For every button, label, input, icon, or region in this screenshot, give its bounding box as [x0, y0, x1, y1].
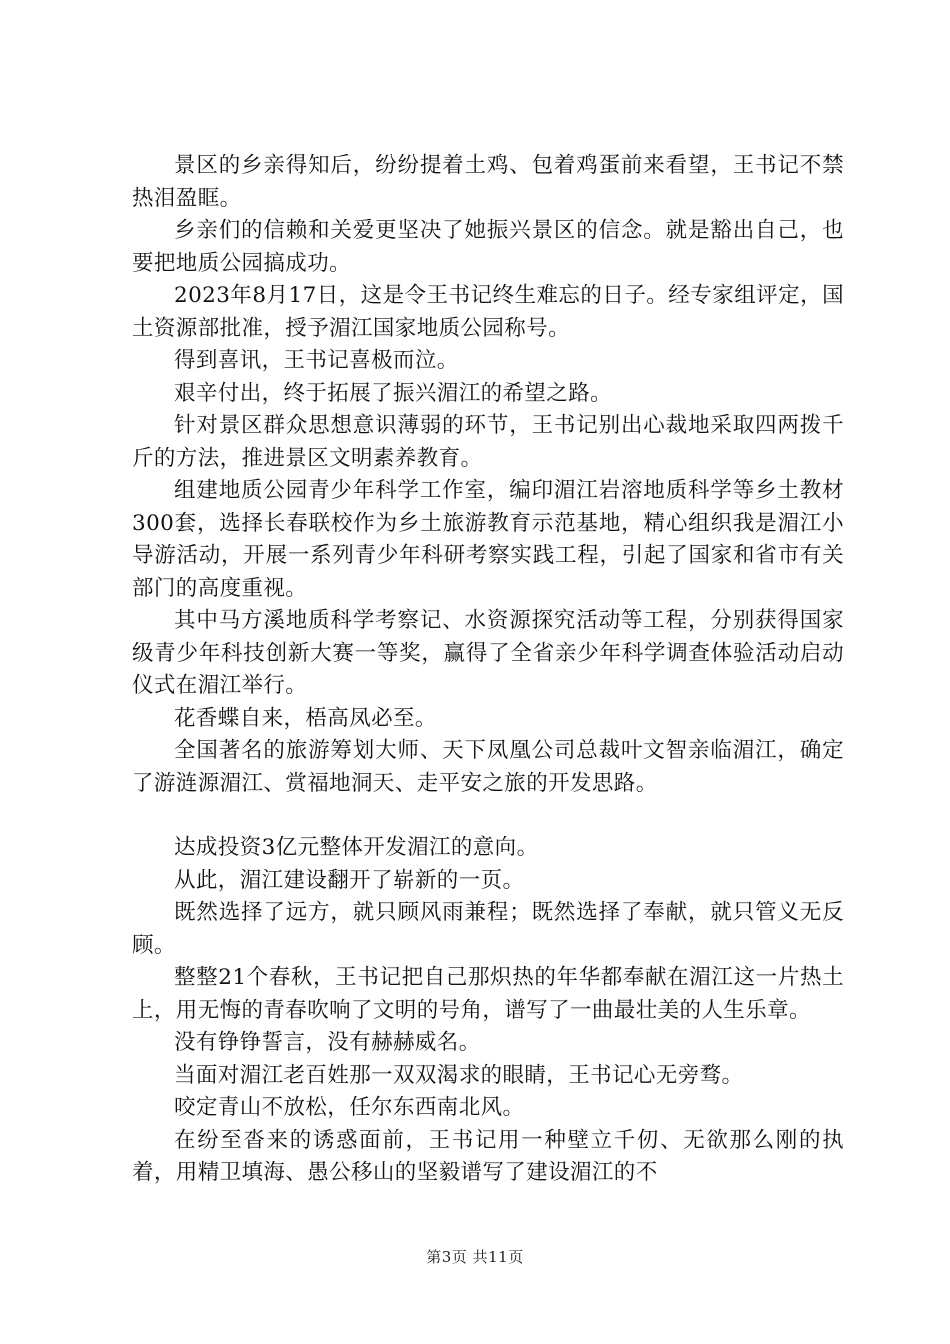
- paragraph: 其中马方溪地质科学考察记、水资源探究活动等工程，分别获得国家级青少年科技创新大赛一等奖，赢得了全省亲少年科学调查体验活动启动仪式在湄江举行。: [132, 608, 844, 698]
- paragraph: 在纷至沓来的诱惑面前，王书记用一种壁立千仞、无欲那么刚的执着，用精卫填海、愚公移山的坚毅谱写了建设湄江的不: [132, 1127, 844, 1185]
- paragraph: 组建地质公园青少年科学工作室，编印湄江岩溶地质科学等乡土教材300套，选择长春联校作为乡土旅游教育示范基地，精心组织我是湄江小导游活动，开展一系列青少年科研考察实践工程，引起了国家和省市有关部门的高度重视。: [132, 478, 844, 601]
- paragraph: 得到喜讯，王书记喜极而泣。: [174, 348, 459, 373]
- paragraph: 乡亲们的信赖和关爱更坚决了她振兴景区的信念。就是豁出自己，也要把地质公园搞成功。: [132, 218, 844, 276]
- paragraph: 没有铮铮誓言，没有赫赫威名。: [174, 1030, 481, 1055]
- paragraph: 景区的乡亲得知后，纷纷提着土鸡、包着鸡蛋前来看望，王书记不禁热泪盈眶。: [132, 153, 844, 211]
- paragraph: 艰辛付出，终于拓展了振兴湄江的希望之路。: [174, 380, 613, 406]
- paragraph: 当面对湄江老百姓那一双双渴求的眼睛，王书记心无旁骛。: [174, 1062, 744, 1088]
- paragraph: 既然选择了远方，就只顾风雨兼程；既然选择了奉献，就只管义无反顾。: [132, 900, 844, 958]
- paragraph: 针对景区群众思想意识薄弱的环节，王书记别出心裁地采取四两拨千斤的方法，推进景区文明素养教育。: [132, 413, 844, 471]
- paragraph: 咬定青山不放松，任尔东西南北风。: [174, 1095, 525, 1120]
- paragraph: 整整21个春秋，王书记把自己那炽热的年华都奉献在湄江这一片热土上，用无悔的青春吹响了文明的号角，谱写了一曲最壮美的人生乐章。: [132, 965, 844, 1023]
- paragraph: 达成投资3亿元整体开发湄江的意向。: [174, 835, 539, 860]
- paragraph: 全国著名的旅游筹划大师、天下凤凰公司总裁叶文智亲临湄江，确定了游涟源湄江、赏福地洞天、走平安之旅的开发思路。: [132, 738, 844, 796]
- paragraph: 从此，湄江建设翻开了崭新的一页。: [174, 867, 525, 893]
- paragraph: 2023年8月17日，这是令王书记终生难忘的日子。经专家组评定，国土资源部批准，授予湄江国家地质公园称号。: [132, 283, 844, 341]
- paragraph: 花香蝶自来，梧高凤必至。: [174, 705, 437, 731]
- document-body: [132, 150, 844, 1190]
- page-number-footer: 第3页 共11页: [426, 1248, 524, 1266]
